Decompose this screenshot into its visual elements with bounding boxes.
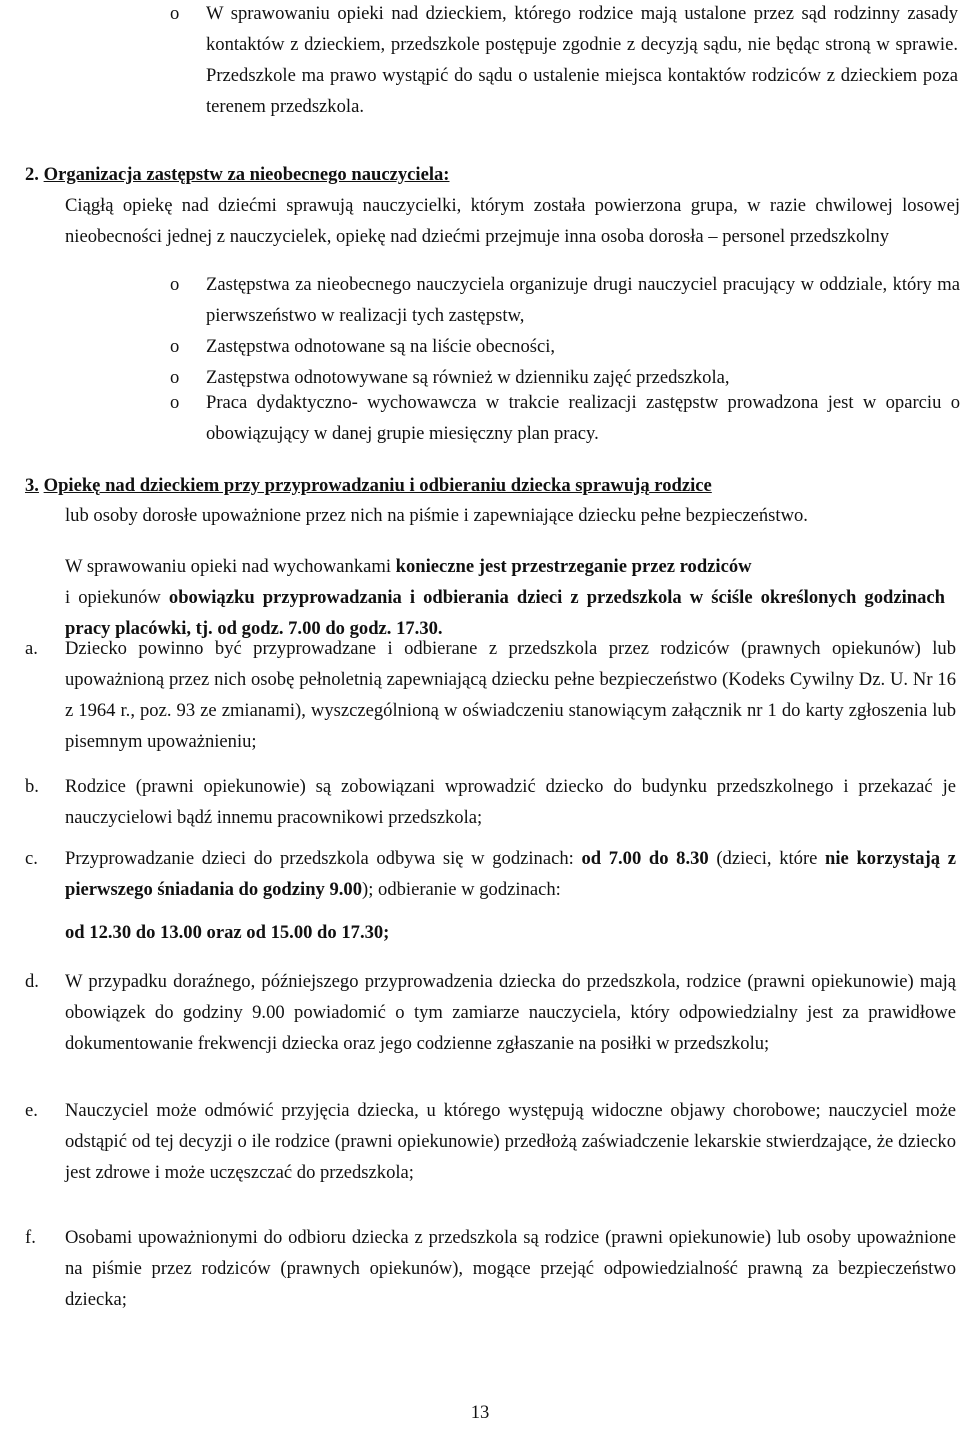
c-bold-note: nie korzystają z pierwszego śniadania do godziny 9.00: [65, 848, 956, 900]
section-2-intro: Ciągłą opiekę nad dziećmi sprawują nauczycielki, którym została powierzona grupa, w razie chwilowej losowej nieobecności jednej z nauczycielek, opiekę nad dziećmi przejmuje inna osoba dorosła – personel przedszkolny: [65, 195, 960, 247]
section-2-item-text: Praca dydaktyczno- wychowawcza w trakcie realizacji zastępstw prowadzona jest w oparciu o obowiązujący w danej grupie miesięczny plan pracy.: [206, 392, 960, 444]
c-text: (dzieci, które: [708, 848, 826, 869]
list-letter: d.: [25, 971, 39, 992]
c-pickup-hours: od 12.30 do 13.00 oraz od 15.00 do 17.30;: [65, 922, 390, 943]
section-3-para-bold: obowiązku przyprowadzania i odbierania dzieci z przedszkola w ściśle określonych godzinach pracy placówki, tj. od godz. 7.00 do godz. 17.30.: [65, 587, 945, 639]
section-2-number: 2.: [25, 164, 39, 185]
bullet-marker: o: [170, 392, 180, 413]
bullet-marker: o: [170, 367, 180, 388]
section-3-para-bold: konieczne jest przestrzeganie przez rodziców: [395, 556, 752, 577]
section-3-heading: Opiekę nad dzieckiem przy przyprowadzaniu i odbieraniu dziecka sprawują rodzice: [43, 475, 712, 496]
section-3-paragraph: [65, 551, 945, 644]
list-text: Nauczyciel może odmówić przyjęcia dziecka, u którego występują widoczne objawy chorobowe; nauczyciel może odstąpić od tej decyzji o ile rodzice (prawni opiekunowie) przedłożą zaświadczenie lekarskie stwierdzające, że dziecko jest zdrowe i może uczęszczać do przedszkola;: [65, 1100, 956, 1183]
list-letter: f.: [25, 1227, 36, 1248]
intro-bullet-text: W sprawowaniu opieki nad dzieckiem, którego rodzice mają ustalone przez sąd rodzinny zasady kontaktów z dzieckiem, przedszkole postępuje zgodnie z decyzją sądu, nie będąc stroną w sprawie. Przedszkole ma prawo wystąpić do sądu o ustalenie miejsca kontaktów rodziców z dzieckiem poza terenem przedszkola.: [206, 3, 958, 117]
section-2-item-text: Zastępstwa odnotowywane są również w dzienniku zajęć przedszkola,: [206, 367, 730, 388]
list-text: W przypadku doraźnego, późniejszego przyprowadzenia dziecka do przedszkola, rodzice (prawni opiekunowie) mają obowiązek do godziny 9.00 powiadomić o tym zamiarze nauczyciela, który odpowiedzialny jest za prawidłowe dokumentowanie frekwencji dziecka oraz jego codzienne zgłaszanie na posiłki w przedszkolu;: [65, 971, 956, 1054]
section-2-heading: Organizacja zastępstw za nieobecnego nauczyciela:: [43, 164, 450, 185]
list-text: [65, 843, 956, 905]
bullet-marker: o: [170, 3, 180, 24]
section-3-para-text: W sprawowaniu opieki nad wychowankami: [65, 556, 396, 577]
c-text: ); odbieranie w godzinach:: [362, 879, 561, 900]
section-2-heading-line: [25, 159, 960, 190]
section-2-item-text: Zastępstwa za nieobecnego nauczyciela organizuje drugi nauczyciel pracujący w oddziale, który ma pierwszeństwo w realizacji tych zastępstw,: [206, 274, 960, 326]
list-letter: e.: [25, 1100, 38, 1121]
list-text: Osobami upoważnionymi do odbioru dziecka z przedszkola są rodzice (prawni opiekunowie) lub osoby upoważnione na piśmie przez rodziców (prawnych opiekunów), mogące przejąć odpowiedzialność prawną za bezpieczeństwo dziecka;: [65, 1227, 956, 1310]
list-letter: a.: [25, 638, 38, 659]
list-letter: c.: [25, 848, 38, 869]
list-text: Rodzice (prawni opiekunowie) są zobowiązani wprowadzić dziecko do budynku przedszkolnego i przekazać je nauczycielowi bądź innemu pracownikowi przedszkola;: [65, 776, 956, 828]
section-3-number: 3.: [25, 475, 39, 496]
page-number: 13: [470, 1402, 490, 1423]
c-text: Przyprowadzanie dzieci do przedszkola odbywa się w godzinach:: [65, 848, 582, 869]
section-3-heading-line: [25, 470, 960, 501]
bullet-marker: o: [170, 274, 180, 295]
list-text: Dziecko powinno być przyprowadzane i odbierane z przedszkola przez rodziców (prawnych opiekunów) lub upoważnioną przez nich osobę pełnoletnią zapewniającą dziecku pełne bezpieczeństwo (Kodeks Cywilny Dz. U. Nr 16 z 1964 r., poz. 93 ze zmianami), wyszczególnioną w oświadczeniu stanowiącym załącznik nr 1 do karty zgłoszenia lub pisemnym upoważnieniu;: [65, 638, 956, 752]
list-letter: b.: [25, 776, 39, 797]
c-bold-hours: od 7.00 do 8.30: [581, 848, 709, 869]
section-2-item-text: Zastępstwa odnotowane są na liście obecności,: [206, 336, 556, 357]
section-3-para-text: i opiekunów: [65, 587, 169, 608]
section-3-line1: lub osoby dorosłe upoważnione przez nich na piśmie i zapewniające dziecku pełne bezpieczeństwo.: [65, 505, 808, 526]
bullet-marker: o: [170, 336, 180, 357]
